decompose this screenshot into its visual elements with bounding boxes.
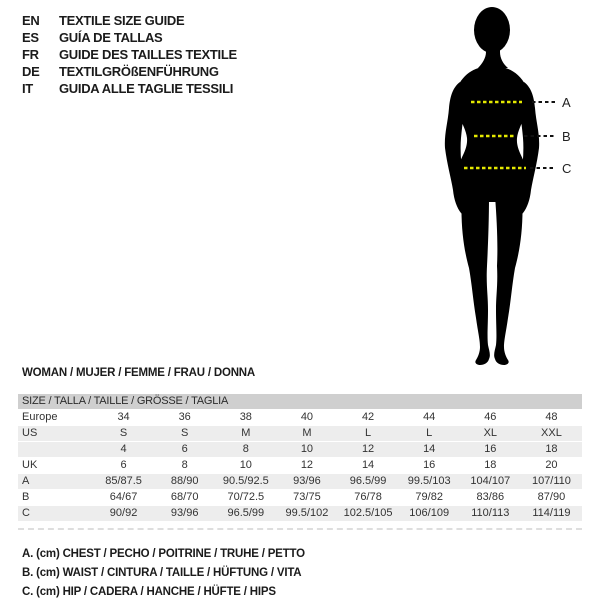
size-value: 93/96 xyxy=(293,475,321,487)
row-label: B xyxy=(22,491,30,503)
row-label: A xyxy=(22,475,30,487)
size-value: 99.5/102 xyxy=(285,507,329,519)
language-code: IT xyxy=(22,81,33,96)
size-value: XXL xyxy=(541,427,562,439)
measurement-legend xyxy=(22,545,305,602)
size-value: 90/92 xyxy=(109,507,138,519)
size-value: 106/109 xyxy=(409,507,450,519)
size-value: 38 xyxy=(239,411,252,423)
size-value: 40 xyxy=(300,411,314,423)
language-title: TEXTILE SIZE GUIDE xyxy=(59,13,185,28)
size-value: 8 xyxy=(181,459,188,471)
row-label: US xyxy=(22,427,38,439)
size-value: 88/90 xyxy=(170,475,199,487)
language-code: FR xyxy=(22,47,39,62)
size-value: M xyxy=(241,427,251,439)
size-value: 102.5/105 xyxy=(343,507,393,519)
size-value: 64/67 xyxy=(109,491,138,503)
size-value: 14 xyxy=(423,443,436,455)
size-value: 48 xyxy=(545,411,558,423)
size-value: 70/72.5 xyxy=(227,491,265,503)
legend-line: C. (cm) HIP / CADERA / HANCHE / HÜFTE / HIPS xyxy=(22,586,276,598)
language-title: TEXTILGRÖßENFÜHRUNG xyxy=(59,64,219,79)
size-value: 104/107 xyxy=(470,475,511,487)
size-value: 8 xyxy=(242,443,249,455)
size-table-header: SIZE / TALLA / TAILLE / GRÖSSE / TAGLIA xyxy=(18,394,582,410)
size-value: 18 xyxy=(545,443,558,455)
table-row xyxy=(18,474,582,490)
row-label: C xyxy=(22,507,30,519)
size-value: 76/78 xyxy=(354,491,382,503)
size-value: 16 xyxy=(484,443,497,455)
language-row xyxy=(22,12,237,29)
language-code: DE xyxy=(22,64,40,79)
language-title: GUIDA ALLE TAGLIE TESSILI xyxy=(59,81,234,96)
size-value: 83/86 xyxy=(476,491,505,503)
size-value: 42 xyxy=(361,411,375,423)
measure-label-c: C xyxy=(562,161,572,176)
size-value: 96.5/99 xyxy=(349,475,387,487)
row-label: Europe xyxy=(22,411,58,423)
language-title: GUÍA DE TALLAS xyxy=(59,30,163,45)
size-value: 16 xyxy=(423,459,436,471)
size-value: L xyxy=(365,427,372,439)
size-value: S xyxy=(119,427,128,439)
size-value: 68/70 xyxy=(170,491,199,503)
measure-label-b: B xyxy=(562,129,571,144)
size-value: 46 xyxy=(484,411,497,423)
size-value: 93/96 xyxy=(170,507,199,519)
size-value: 44 xyxy=(423,411,436,423)
size-value: 4 xyxy=(120,443,127,455)
table-row xyxy=(18,426,582,442)
size-value: 90.5/92.5 xyxy=(222,475,269,487)
table-row xyxy=(18,490,582,506)
table-row xyxy=(18,442,582,458)
table-bottom-rule xyxy=(18,528,582,530)
language-title: GUIDE DES TAILLES TEXTILE xyxy=(59,47,237,62)
size-value: XL xyxy=(483,427,498,439)
size-value: L xyxy=(426,427,433,439)
table-row xyxy=(18,506,582,522)
size-value: 96.5/99 xyxy=(227,507,265,519)
silhouette-shape xyxy=(445,7,539,365)
size-value: 107/110 xyxy=(531,475,571,487)
language-row xyxy=(22,29,237,46)
gender-section-title: WOMAN / MUJER / FEMME / FRAU / DONNA xyxy=(22,367,256,379)
table-row xyxy=(18,410,582,426)
language-code: ES xyxy=(22,30,39,45)
language-code: EN xyxy=(22,13,40,28)
woman-silhouette-svg xyxy=(420,0,600,380)
size-value: 18 xyxy=(484,459,497,471)
size-value: 79/82 xyxy=(415,491,443,503)
language-row xyxy=(22,80,237,97)
legend-line: B. (cm) WAIST / CINTURA / TAILLE / HÜFTUNG / VITA xyxy=(22,567,302,579)
woman-silhouette-figure xyxy=(420,0,600,380)
size-value: 87/90 xyxy=(537,491,566,503)
size-value: 10 xyxy=(239,459,252,471)
legend-line: A. (cm) CHEST / PECHO / POITRINE / TRUHE / PETTO xyxy=(22,548,305,560)
size-value: 85/87.5 xyxy=(105,475,142,487)
size-value: 114/119 xyxy=(532,507,571,519)
row-label xyxy=(18,442,93,457)
size-table xyxy=(18,394,582,522)
size-value: 99.5/103 xyxy=(407,475,451,487)
size-value: S xyxy=(181,427,189,439)
table-row xyxy=(18,458,582,474)
size-value: 110/113 xyxy=(471,507,510,519)
size-value: 14 xyxy=(361,459,375,471)
language-title-block xyxy=(22,12,237,97)
size-value: 6 xyxy=(120,459,127,471)
size-value: 10 xyxy=(300,443,314,455)
size-value: 73/75 xyxy=(293,491,321,503)
size-value: 12 xyxy=(300,459,314,471)
size-value: 20 xyxy=(545,459,558,471)
row-label: UK xyxy=(22,459,38,471)
measure-label-a: A xyxy=(562,95,571,110)
language-row xyxy=(22,46,237,63)
language-row xyxy=(22,63,237,80)
size-value: 36 xyxy=(178,411,191,423)
size-value: 12 xyxy=(361,443,375,455)
size-value: M xyxy=(302,427,312,439)
size-value: 34 xyxy=(117,411,130,423)
size-value: 6 xyxy=(181,443,188,455)
